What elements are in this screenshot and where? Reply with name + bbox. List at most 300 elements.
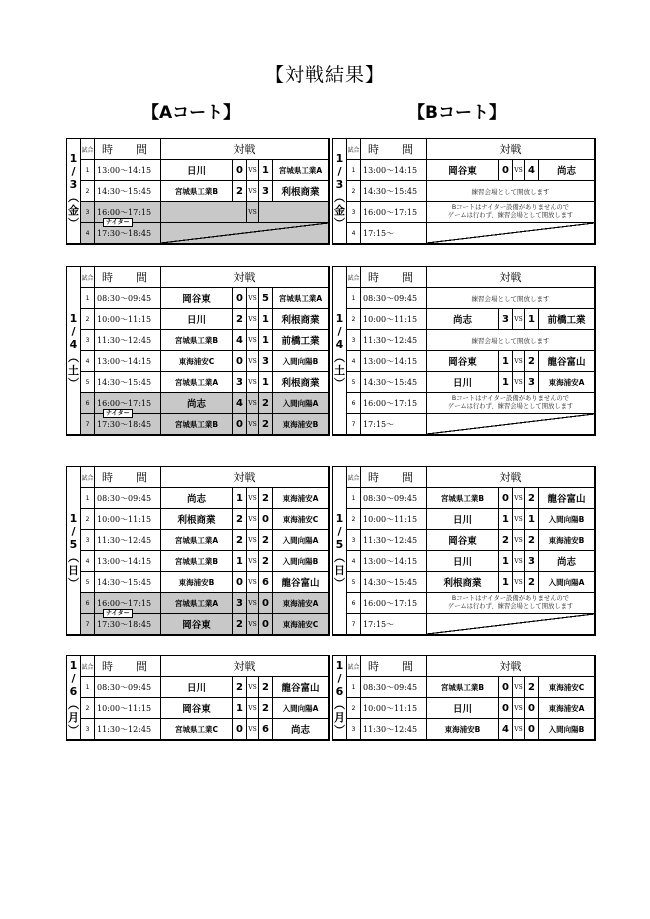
game-number: 5: [347, 372, 361, 393]
home-score: 1: [499, 351, 513, 372]
date-paren-open: ︵: [68, 350, 79, 364]
game-number: 1: [347, 160, 361, 181]
game-header: 試合: [81, 267, 95, 288]
time-slot: 08:30～09:45: [95, 677, 161, 698]
away-score: 2: [259, 698, 273, 719]
vs-label: VS: [247, 288, 259, 309]
game-header: 試合: [81, 656, 95, 677]
game-number: 3: [347, 202, 361, 223]
vs-label: VS: [513, 677, 525, 698]
vs-label: VS: [513, 551, 525, 572]
home-team: 宮城県工業C: [161, 719, 233, 740]
time-slot: 16:00～17:15: [95, 393, 161, 414]
away-score: 2: [525, 572, 539, 593]
game-number: 3: [81, 530, 95, 551]
home-score: 1: [499, 372, 513, 393]
home-score: 1: [499, 551, 513, 572]
game-number: 1: [347, 488, 361, 509]
away-score: 0: [525, 698, 539, 719]
away-score: 0: [259, 509, 273, 530]
game-header: 試合: [347, 267, 361, 288]
schedule-block-d3-a: [66, 138, 330, 245]
court-a-heading: 【Aコート】: [142, 103, 241, 123]
time-slot: 08:30～09:45: [361, 288, 427, 309]
time-slot: 10:00～11:15: [361, 698, 427, 719]
match-header: 対戦: [427, 656, 595, 677]
vs-label: VS: [513, 572, 525, 593]
away-score: 1: [259, 309, 273, 330]
date-month: 1: [335, 658, 344, 672]
home-team: 岡谷東: [161, 698, 233, 719]
away-score: 1: [259, 330, 273, 351]
away-team: 東海浦安C: [539, 677, 595, 698]
vs-label: VS: [247, 351, 259, 372]
practice-note: 練習会場として開放します: [427, 181, 595, 202]
game-number: 3: [347, 719, 361, 740]
vs-label: VS: [247, 509, 259, 530]
game-number: 4: [81, 223, 95, 244]
home-team: 岡谷東: [427, 351, 499, 372]
date-day: 4: [335, 337, 344, 351]
date-weekday: 日: [334, 563, 345, 577]
time-slot: 08:30～09:45: [361, 488, 427, 509]
home-team: 岡谷東: [161, 288, 233, 309]
home-team: 尚志: [427, 309, 499, 330]
time-header: 時 間: [361, 267, 427, 288]
date-weekday: 月: [334, 710, 345, 724]
home-score: 2: [233, 677, 247, 698]
vs-label: VS: [513, 698, 525, 719]
time-header: 時 間: [361, 656, 427, 677]
home-score: 0: [233, 288, 247, 309]
vs-label: VS: [247, 330, 259, 351]
home-score: 1: [233, 698, 247, 719]
date-label: [67, 467, 81, 635]
time-slot: 16:00～17:15: [95, 593, 161, 614]
time-slot: 14:30～15:45: [95, 372, 161, 393]
away-team: 東海浦安C: [273, 614, 329, 635]
home-team: 日川: [427, 509, 499, 530]
away-team: 入間向陽B: [273, 551, 329, 572]
time-slot: 08:30～09:45: [361, 677, 427, 698]
match-header: 対戦: [427, 267, 595, 288]
time-slot: 11:30～12:45: [361, 530, 427, 551]
game-header: 試合: [347, 139, 361, 160]
date-paren-open: ︵: [68, 191, 79, 204]
time-slot: 16:00～17:15: [361, 393, 427, 414]
vs-label: VS: [247, 677, 259, 698]
time-slot: 13:00～14:15: [361, 551, 427, 572]
vs-label: VS: [513, 509, 525, 530]
away-team: 前橋工業: [273, 330, 329, 351]
time-header: 時 間: [95, 467, 161, 488]
date-slash: /: [337, 671, 342, 685]
date-month: 1: [69, 511, 78, 525]
home-team: 東海浦安C: [161, 351, 233, 372]
time-header: 時 間: [361, 467, 427, 488]
time-slot: 10:00～11:15: [361, 509, 427, 530]
away-team: 尚志: [539, 160, 595, 181]
vs-label: VS: [513, 160, 525, 181]
date-paren-open: ︵: [334, 550, 345, 564]
night-note-line-2: ゲームは行わず、練習会場として開放します: [447, 403, 574, 410]
schedule-block-d6-a: [66, 655, 330, 741]
away-score: 0: [525, 719, 539, 740]
away-team: 入間向陽B: [273, 351, 329, 372]
schedule-block-d4-a: [66, 266, 330, 436]
vs-label: VS: [513, 719, 525, 740]
vs-label: VS: [247, 202, 259, 223]
time-slot: 14:30～15:45: [361, 181, 427, 202]
away-score: 2: [525, 677, 539, 698]
home-team: 東海浦安B: [161, 572, 233, 593]
time-slot: 17:30～18:45 ナイター: [95, 414, 161, 435]
date-day: 3: [335, 178, 344, 191]
date-label: [333, 139, 347, 244]
night-game-badge: ナイター: [103, 609, 133, 618]
home-team: 日川: [427, 551, 499, 572]
home-team: 宮城県工業B: [427, 488, 499, 509]
home-score: 1: [233, 551, 247, 572]
date-weekday: 土: [68, 363, 79, 377]
date-day: 3: [69, 178, 78, 191]
home-team: 利根商業: [427, 572, 499, 593]
away-score: 2: [259, 551, 273, 572]
away-team: 尚志: [539, 551, 595, 572]
time-slot: 11:30～12:45: [361, 719, 427, 740]
home-score: 0: [499, 488, 513, 509]
home-team: 日川: [427, 698, 499, 719]
game-number: 2: [81, 309, 95, 330]
date-day: 5: [69, 537, 78, 551]
time-slot: 11:30～12:45: [95, 530, 161, 551]
court-b-heading: 【Bコート】: [408, 103, 506, 123]
home-team: 尚志: [161, 488, 233, 509]
time-slot: 13:00～14:15: [95, 351, 161, 372]
vs-label: VS: [247, 372, 259, 393]
date-paren-open: ︵: [68, 550, 79, 564]
game-number: 4: [81, 351, 95, 372]
away-team: 東海浦安A: [539, 698, 595, 719]
home-team: 宮城県工業A: [161, 530, 233, 551]
home-score: 4: [233, 393, 247, 414]
time-slot: 14:30～15:45: [95, 181, 161, 202]
home-team: 岡谷東: [427, 160, 499, 181]
home-score: 2: [499, 530, 513, 551]
away-score: 3: [525, 372, 539, 393]
vs-label: VS: [247, 572, 259, 593]
time-slot: 11:30～12:45: [95, 330, 161, 351]
home-score: 0: [233, 351, 247, 372]
date-month: 1: [335, 511, 344, 525]
date-month: 1: [69, 658, 78, 672]
time-slot: 17:15～: [361, 414, 427, 435]
away-score: 2: [259, 393, 273, 414]
date-day: 6: [69, 684, 78, 698]
time-slot: 11:30～12:45: [361, 330, 427, 351]
schedule-block-d5-a: [66, 466, 330, 636]
away-team: 東海浦安A: [539, 372, 595, 393]
home-score: 1: [233, 488, 247, 509]
time-slot: 16:00～17:15: [361, 202, 427, 223]
game-header: 試合: [81, 139, 95, 160]
time-slot: 13:00～14:15: [95, 551, 161, 572]
away-score: 2: [525, 351, 539, 372]
away-team: 龍谷富山: [539, 488, 595, 509]
date-slash: /: [71, 165, 76, 178]
match-header: 対戦: [161, 467, 329, 488]
away-team: 入間向陽A: [273, 530, 329, 551]
away-team: 利根商業: [273, 372, 329, 393]
date-slash: /: [71, 671, 76, 685]
time-slot: 13:00～14:15: [95, 160, 161, 181]
game-number: 2: [347, 309, 361, 330]
time-slot: 16:00～17:15: [361, 593, 427, 614]
home-team: 日川: [161, 309, 233, 330]
game-header: 試合: [347, 656, 361, 677]
home-score: 0: [499, 677, 513, 698]
game-number: 4: [81, 551, 95, 572]
game-number: 4: [347, 551, 361, 572]
vs-label: VS: [247, 614, 259, 635]
away-score: 1: [259, 372, 273, 393]
home-team: 日川: [161, 677, 233, 698]
away-score: 6: [259, 719, 273, 740]
game-number: 6: [347, 593, 361, 614]
home-team: 宮城県工業B: [427, 677, 499, 698]
empty-slot: [427, 223, 595, 244]
game-number: 1: [81, 288, 95, 309]
away-team: 入間向陽B: [539, 509, 595, 530]
vs-label: VS: [247, 309, 259, 330]
home-team: 宮城県工業B: [161, 181, 233, 202]
vs-label: VS: [247, 551, 259, 572]
home-score: 1: [499, 572, 513, 593]
date-day: 4: [69, 337, 78, 351]
date-slash: /: [71, 524, 76, 538]
time-slot: 16:00～17:15: [95, 202, 161, 223]
away-team: 前橋工業: [539, 309, 595, 330]
time-slot: 17:30～18:45 ナイター: [95, 223, 161, 244]
away-score: 1: [525, 309, 539, 330]
game-number: 2: [81, 698, 95, 719]
vs-label: VS: [247, 488, 259, 509]
match-header: 対戦: [427, 467, 595, 488]
date-month: 1: [335, 152, 344, 165]
away-team: 利根商業: [273, 181, 329, 202]
time-slot: 17:15～: [361, 614, 427, 635]
time-slot: 13:00～14:15: [361, 351, 427, 372]
away-score: 2: [525, 530, 539, 551]
time-slot: 10:00～11:15: [95, 309, 161, 330]
game-number: 6: [81, 393, 95, 414]
away-score: 6: [259, 572, 273, 593]
away-team: 宮城県工業A: [273, 288, 329, 309]
empty-slot: [427, 614, 595, 635]
game-number: 4: [347, 223, 361, 244]
away-score: 4: [525, 160, 539, 181]
match-header: 対戦: [161, 267, 329, 288]
vs-label: VS: [247, 181, 259, 202]
home-team: 岡谷東: [427, 530, 499, 551]
away-score: 2: [259, 414, 273, 435]
away-team: 東海浦安B: [539, 530, 595, 551]
away-score: 2: [259, 488, 273, 509]
home-team: 日川: [161, 160, 233, 181]
date-paren-close: ︶: [334, 376, 345, 390]
game-number: 1: [81, 488, 95, 509]
away-team: 東海浦安A: [273, 593, 329, 614]
away-score: 2: [259, 677, 273, 698]
time-slot: 17:15～: [361, 223, 427, 244]
home-score: 0: [233, 414, 247, 435]
game-number: 2: [347, 698, 361, 719]
practice-note: 練習会場として開放します: [427, 288, 595, 309]
game-number: 2: [81, 181, 95, 202]
away-score: 2: [259, 530, 273, 551]
home-team: 東海浦安B: [427, 719, 499, 740]
away-team: 龍谷富山: [273, 677, 329, 698]
game-number: 2: [347, 181, 361, 202]
vs-label: VS: [247, 530, 259, 551]
date-paren-close: ︶: [334, 723, 345, 737]
game-number: 3: [81, 202, 95, 223]
home-team: 日川: [427, 372, 499, 393]
date-label: [333, 467, 347, 635]
time-slot: 14:30～15:45: [95, 572, 161, 593]
away-score: 1: [259, 160, 273, 181]
home-team: [161, 202, 247, 223]
time-slot: 08:30～09:45: [95, 488, 161, 509]
page-title: 【対戦結果】: [264, 64, 385, 86]
game-number: 5: [81, 372, 95, 393]
game-number: 7: [81, 414, 95, 435]
game-number: 7: [347, 414, 361, 435]
game-number: 1: [81, 677, 95, 698]
date-weekday: 日: [68, 563, 79, 577]
game-number: 2: [347, 509, 361, 530]
game-number: 3: [81, 330, 95, 351]
date-label: [67, 267, 81, 435]
schedule-block-d4-b: [332, 266, 596, 436]
home-score: 4: [233, 330, 247, 351]
game-number: 2: [81, 509, 95, 530]
away-team: 東海浦安B: [273, 414, 329, 435]
away-team: 利根商業: [273, 309, 329, 330]
night-practice-note: [427, 393, 595, 414]
date-weekday: 土: [334, 363, 345, 377]
schedule-block-d6-b: [332, 655, 596, 741]
home-score: 0: [499, 698, 513, 719]
home-score: 3: [233, 372, 247, 393]
vs-label: VS: [247, 160, 259, 181]
date-label: [67, 656, 81, 740]
home-team: 宮城県工業B: [161, 414, 233, 435]
date-paren-open: ︵: [334, 191, 345, 204]
home-score: 2: [233, 530, 247, 551]
away-team: 入間向陽A: [273, 393, 329, 414]
date-paren-open: ︵: [334, 697, 345, 711]
night-note-line-1: Bコートはナイター設備がありませんので: [451, 204, 570, 211]
home-score: 3: [233, 593, 247, 614]
vs-label: VS: [247, 593, 259, 614]
away-score: 3: [525, 551, 539, 572]
time-slot: 14:30～15:45: [361, 572, 427, 593]
time-slot: 17:30～18:45 ナイター: [95, 614, 161, 635]
vs-label: VS: [247, 393, 259, 414]
time-slot: 13:00～14:15: [361, 160, 427, 181]
away-team: [259, 202, 329, 223]
away-team: 入間向陽A: [273, 698, 329, 719]
home-team: 宮城県工業A: [161, 372, 233, 393]
time-header: 時 間: [95, 656, 161, 677]
time-header: 時 間: [95, 267, 161, 288]
away-team: 尚志: [273, 719, 329, 740]
home-score: 0: [233, 160, 247, 181]
empty-slot: [161, 223, 329, 244]
schedule-block-d3-b: [332, 138, 596, 245]
home-team: 岡谷東: [161, 614, 233, 635]
date-weekday: 金: [68, 204, 79, 217]
time-header: 時 間: [361, 139, 427, 160]
date-label: [67, 139, 81, 244]
away-score: 2: [525, 488, 539, 509]
date-day: 5: [335, 537, 344, 551]
night-note-line-1: Bコートはナイター設備がありませんので: [451, 595, 570, 602]
date-paren-close: ︶: [68, 723, 79, 737]
game-number: 7: [347, 614, 361, 635]
away-score: 1: [525, 509, 539, 530]
game-header: 試合: [81, 467, 95, 488]
match-header: 対戦: [161, 139, 329, 160]
away-team: 東海浦安A: [273, 488, 329, 509]
time-slot: 08:30～09:45: [95, 288, 161, 309]
home-score: 2: [233, 309, 247, 330]
vs-label: VS: [513, 351, 525, 372]
date-label: [333, 267, 347, 435]
date-weekday: 月: [68, 710, 79, 724]
time-slot: 11:30～12:45: [95, 719, 161, 740]
date-month: 1: [335, 311, 344, 325]
game-number: 1: [347, 288, 361, 309]
home-score: 0: [233, 719, 247, 740]
away-team: 入間向陽B: [539, 719, 595, 740]
game-number: 5: [81, 572, 95, 593]
home-team: 宮城県工業A: [161, 593, 233, 614]
home-score: 2: [233, 509, 247, 530]
date-slash: /: [71, 324, 76, 338]
empty-slot: [427, 414, 595, 435]
game-number: 6: [81, 593, 95, 614]
home-score: 0: [499, 160, 513, 181]
night-practice-note: [427, 593, 595, 614]
match-header: 対戦: [161, 656, 329, 677]
vs-label: VS: [247, 719, 259, 740]
night-note-line-2: ゲームは行わず、練習会場として開放します: [447, 212, 574, 219]
home-team: 尚志: [161, 393, 233, 414]
game-number: 3: [347, 530, 361, 551]
away-team: 宮城県工業A: [273, 160, 329, 181]
away-team: 龍谷富山: [539, 351, 595, 372]
away-score: 3: [259, 181, 273, 202]
practice-note: 練習会場として開放します: [427, 330, 595, 351]
date-month: 1: [69, 311, 78, 325]
time-slot: 10:00～11:15: [361, 309, 427, 330]
date-paren-close: ︶: [68, 576, 79, 590]
date-day: 6: [335, 684, 344, 698]
game-number: 4: [347, 351, 361, 372]
night-note-line-2: ゲームは行わず、練習会場として開放します: [447, 603, 574, 610]
